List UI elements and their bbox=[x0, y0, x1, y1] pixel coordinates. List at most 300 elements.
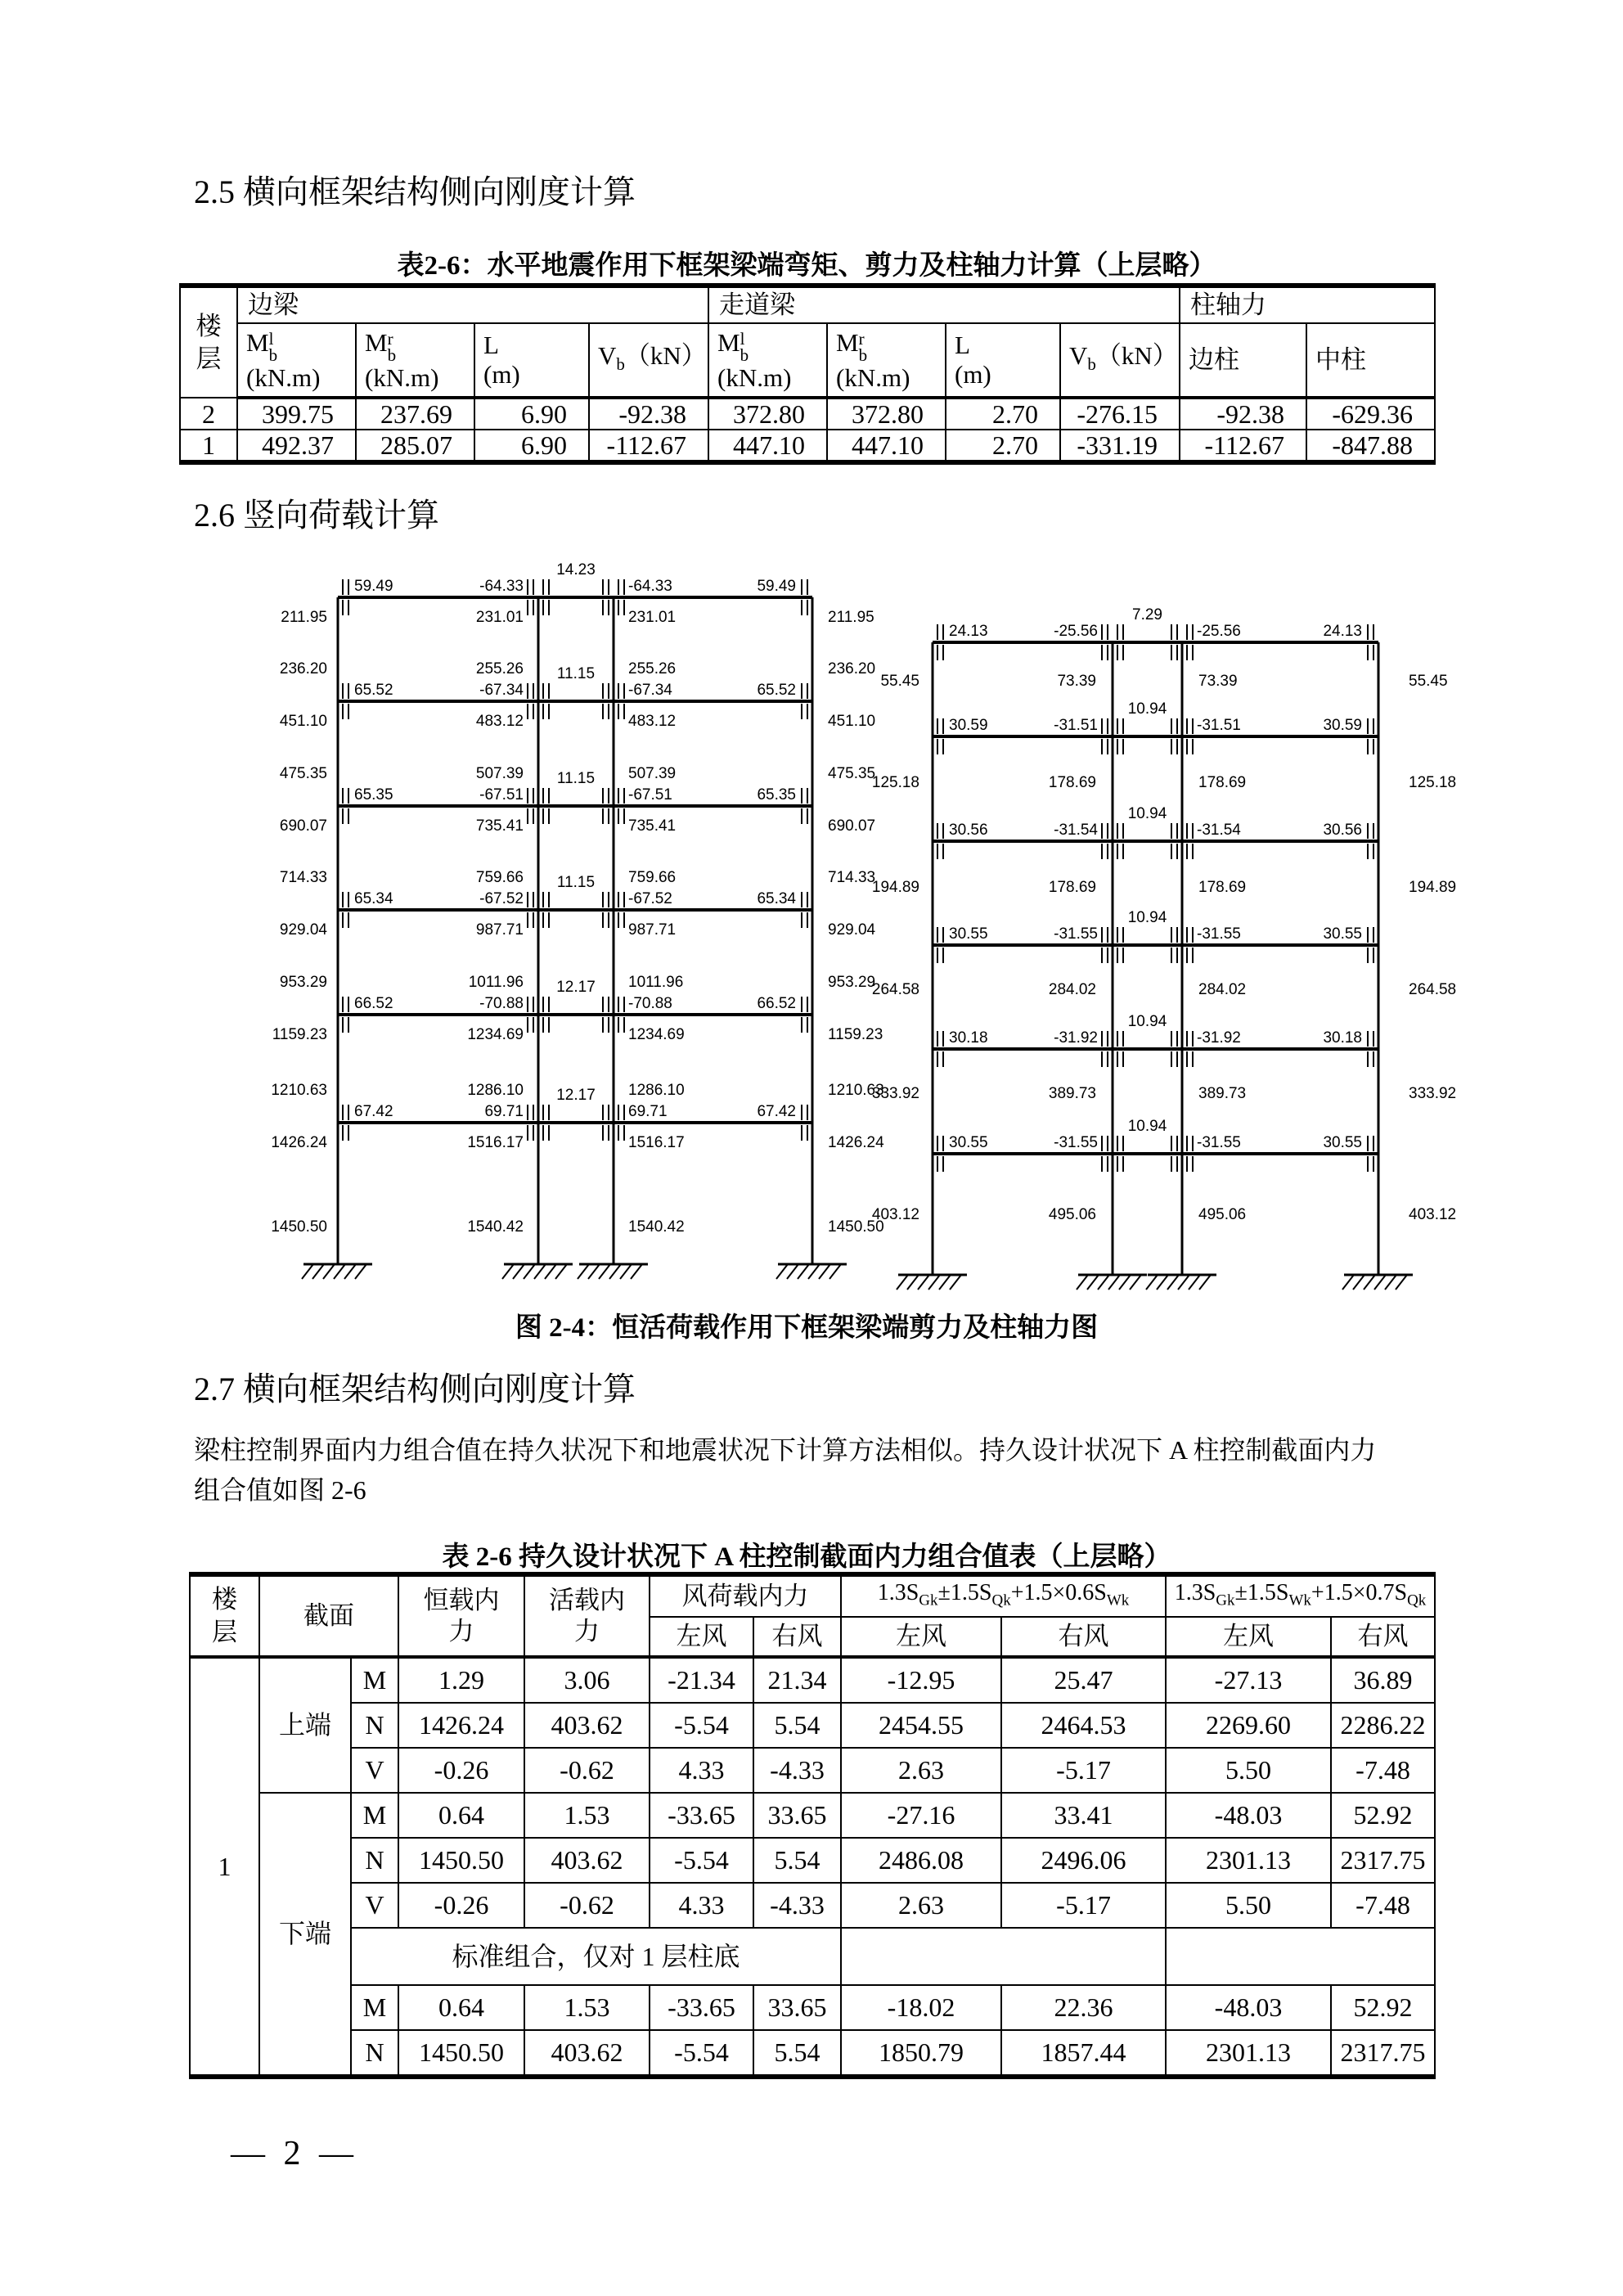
figure-label: 953.29 bbox=[279, 974, 327, 991]
body-paragraph: 梁柱控制界面内力组合值在持久状况下和地震状况下计算方法相似。持久设计状况下 A 柱控制截面内力组合值如图 2-6 bbox=[194, 1435, 1377, 1505]
figure-label: 1234.69 bbox=[467, 1026, 524, 1043]
figure-label: 236.20 bbox=[279, 660, 327, 678]
figure-label: -31.55 bbox=[1054, 1134, 1098, 1151]
table-cell: -0.62 bbox=[524, 1883, 650, 1928]
live-load-header: 活载内力 bbox=[524, 1574, 650, 1657]
ground-hatch bbox=[950, 1275, 961, 1290]
figure-label: 1540.42 bbox=[467, 1218, 524, 1236]
table-cell: -12.95 bbox=[841, 1657, 1001, 1703]
figure-label: 65.52 bbox=[354, 682, 393, 699]
table-cell: 2286.22 bbox=[1331, 1703, 1435, 1748]
table-cell: -112.67 bbox=[589, 430, 708, 462]
table-cell: 492.37 bbox=[237, 430, 356, 462]
table-cell: N bbox=[351, 1838, 398, 1883]
figure-label: 10.94 bbox=[1127, 909, 1167, 926]
figure-label: 1159.23 bbox=[828, 1026, 883, 1043]
figure-label: 987.71 bbox=[628, 921, 677, 939]
section-2-7-heading: 2.7 横向框架结构侧向刚度计算 bbox=[194, 1371, 636, 1407]
left-wind-header: 左风 bbox=[650, 1617, 753, 1657]
table-cell: -0.26 bbox=[398, 1883, 524, 1928]
ground-hatch bbox=[1364, 1275, 1375, 1290]
figure-label: 953.29 bbox=[828, 974, 876, 991]
ground-hatch bbox=[1087, 1275, 1099, 1290]
figure-caption: 图 2-4：恒活荷载作用下框架梁端剪力及柱轴力图 bbox=[515, 1313, 1099, 1343]
shear-header: $V_b(kN)$ bbox=[589, 323, 708, 398]
table-cell: N bbox=[351, 2030, 398, 2077]
figure-label: 264.58 bbox=[871, 981, 919, 998]
table-cell: 237.69 bbox=[356, 398, 474, 430]
figure-label: 759.66 bbox=[475, 869, 524, 886]
table-cell: -92.38 bbox=[589, 398, 708, 430]
table-cell: 2.70 bbox=[946, 398, 1060, 430]
ground-hatch bbox=[555, 1264, 567, 1279]
figure-label: -31.92 bbox=[1197, 1029, 1241, 1047]
table-cell: 2.70 bbox=[946, 430, 1060, 462]
table-cell: 2317.75 bbox=[1331, 2030, 1435, 2077]
seismic-forces-table bbox=[179, 283, 1436, 465]
right-wind-header: 右风 bbox=[1331, 1617, 1435, 1657]
table-row bbox=[180, 430, 1435, 462]
ground-hatch bbox=[524, 1264, 535, 1279]
figure-label: -67.51 bbox=[479, 786, 524, 804]
ground-hatch bbox=[513, 1264, 524, 1279]
table-cell: -4.33 bbox=[753, 1883, 841, 1928]
table-cell: -18.02 bbox=[841, 1985, 1001, 2030]
ground-hatch bbox=[1374, 1275, 1386, 1290]
figure-label: -67.51 bbox=[628, 786, 672, 804]
empty-cell bbox=[1166, 1928, 1435, 1985]
figure-label: 24.13 bbox=[1323, 623, 1362, 640]
figure-label: -67.52 bbox=[628, 890, 672, 907]
figure-label: 11.15 bbox=[556, 665, 596, 682]
table-row bbox=[180, 323, 1435, 398]
ground-hatch bbox=[1146, 1275, 1158, 1290]
table-cell: 5.50 bbox=[1166, 1883, 1331, 1928]
figure-label: 30.55 bbox=[949, 925, 988, 943]
figure-label: 333.92 bbox=[871, 1085, 919, 1102]
load-combination-table bbox=[189, 1572, 1436, 2079]
ground-hatch bbox=[1098, 1275, 1109, 1290]
figure-label: 231.01 bbox=[475, 609, 524, 626]
moment-left-header: M l b (kN.m) bbox=[708, 323, 827, 398]
figure-label: 690.07 bbox=[279, 817, 327, 835]
table-cell: 33.41 bbox=[1001, 1793, 1166, 1838]
table-row bbox=[180, 286, 1435, 323]
figure-label: 1286.10 bbox=[467, 1082, 524, 1099]
figure-label: 30.18 bbox=[949, 1029, 988, 1047]
table-cell: -7.48 bbox=[1331, 1748, 1435, 1793]
shear-header: $V_b(kN)$ bbox=[1060, 323, 1180, 398]
table-cell: -27.16 bbox=[841, 1793, 1001, 1838]
figure-label: 483.12 bbox=[628, 713, 677, 730]
table-cell: 33.65 bbox=[753, 1793, 841, 1838]
table-cell: 0.64 bbox=[398, 1793, 524, 1838]
figure-label: 403.12 bbox=[871, 1206, 919, 1223]
figure-label: 67.42 bbox=[757, 1103, 796, 1120]
figure-label: 1450.50 bbox=[271, 1218, 327, 1236]
table-cell: 2 bbox=[180, 398, 237, 430]
span-length-header: L (m) bbox=[474, 323, 589, 398]
section-bottom-label: 下端 bbox=[259, 1793, 351, 2077]
figure-label: 735.41 bbox=[628, 817, 677, 835]
figure-label: 194.89 bbox=[871, 879, 919, 896]
figure-label: 333.92 bbox=[1409, 1085, 1457, 1102]
table-row bbox=[190, 1928, 1435, 1985]
ground-hatch bbox=[1178, 1275, 1189, 1290]
figure-label: 67.42 bbox=[354, 1103, 393, 1120]
middle-column-header: 中柱 bbox=[1306, 323, 1435, 398]
table-cell: 5.54 bbox=[753, 2030, 841, 2077]
figure-label: -31.51 bbox=[1197, 717, 1241, 734]
combo1-header: $1.3S_{Gk}\pm 1.5S_{Qk}+1.5\times 0.6S_{Wk}$ bbox=[841, 1574, 1166, 1617]
table-cell: 33.65 bbox=[753, 1985, 841, 2030]
figure-label: 1450.50 bbox=[828, 1218, 884, 1236]
figure-label: 178.69 bbox=[1048, 879, 1096, 896]
table-cell: 2301.13 bbox=[1166, 1838, 1331, 1883]
table-cell: -5.54 bbox=[650, 2030, 753, 2077]
figure-label: 451.10 bbox=[279, 713, 327, 730]
frame-force-diagram bbox=[182, 560, 1490, 1301]
figure-label: -31.51 bbox=[1054, 717, 1098, 734]
figure-label: 66.52 bbox=[757, 995, 796, 1012]
figure-label: -31.54 bbox=[1197, 822, 1241, 839]
table-cell: 2301.13 bbox=[1166, 2030, 1331, 2077]
table-cell: 399.75 bbox=[237, 398, 356, 430]
table-cell: 1450.50 bbox=[398, 1838, 524, 1883]
section-2-6-heading: 2.6 竖向荷载计算 bbox=[194, 497, 439, 533]
table-row bbox=[180, 398, 1435, 430]
table-cell: 25.47 bbox=[1001, 1657, 1166, 1703]
table-cell: -92.38 bbox=[1180, 398, 1306, 430]
table-cell: 21.34 bbox=[753, 1657, 841, 1703]
ground-hatch bbox=[819, 1264, 830, 1279]
table-cell: 2.63 bbox=[841, 1748, 1001, 1793]
ground-hatch bbox=[355, 1264, 366, 1279]
empty-cell bbox=[841, 1928, 1166, 1985]
ground-hatch bbox=[534, 1264, 546, 1279]
figure-label: 59.49 bbox=[757, 578, 796, 595]
figure-label: 451.10 bbox=[828, 713, 876, 730]
column-axial-header: 柱轴力 bbox=[1180, 286, 1435, 323]
ground-hatch bbox=[302, 1264, 313, 1279]
figure-label: 73.39 bbox=[1198, 673, 1238, 690]
table-cell: -33.65 bbox=[650, 1985, 753, 2030]
figure-label: 735.41 bbox=[475, 817, 524, 835]
figure-label: 65.35 bbox=[354, 786, 393, 804]
figure-label: -70.88 bbox=[479, 995, 524, 1012]
section-2-5-heading: 2.5 横向框架结构侧向刚度计算 bbox=[194, 173, 636, 210]
table-row bbox=[190, 2030, 1435, 2077]
figure-label: 483.12 bbox=[475, 713, 524, 730]
table2-caption: 表 2-6 持久设计状况下 A 柱控制截面内力组合值表（上层略） bbox=[442, 1542, 1171, 1572]
table-row bbox=[190, 1748, 1435, 1793]
figure-label: 236.20 bbox=[828, 660, 876, 678]
table-cell: 2496.06 bbox=[1001, 1838, 1166, 1883]
table-cell: -0.26 bbox=[398, 1748, 524, 1793]
figure-label: 12.17 bbox=[556, 1087, 596, 1104]
table-cell: 1.53 bbox=[524, 1793, 650, 1838]
figure-label: 1234.69 bbox=[628, 1026, 685, 1043]
wind-load-header: 风荷载内力 bbox=[650, 1574, 841, 1617]
table-cell: -629.36 bbox=[1306, 398, 1435, 430]
table-cell: 0.64 bbox=[398, 1985, 524, 2030]
moment-left-header: M l b (kN.m) bbox=[237, 323, 356, 398]
floor-value: 1 bbox=[190, 1657, 259, 2077]
table-cell: -21.34 bbox=[650, 1657, 753, 1703]
table-cell: 1426.24 bbox=[398, 1703, 524, 1748]
table-cell: -48.03 bbox=[1166, 1793, 1331, 1838]
table-cell: 6.90 bbox=[474, 398, 589, 430]
ground-hatch bbox=[1353, 1275, 1364, 1290]
ground-hatch bbox=[578, 1264, 589, 1279]
table-cell: M bbox=[351, 1985, 398, 2030]
figure-label: 403.12 bbox=[1409, 1206, 1457, 1223]
figure-label: 7.29 bbox=[1132, 606, 1162, 624]
moment-right-header: M r b (kN.m) bbox=[827, 323, 946, 398]
ground-hatch bbox=[631, 1264, 642, 1279]
figure-label: 30.55 bbox=[1323, 925, 1362, 943]
ground-hatch bbox=[798, 1264, 809, 1279]
ground-hatch bbox=[545, 1264, 556, 1279]
figure-label: 1426.24 bbox=[828, 1134, 884, 1151]
ground-hatch bbox=[323, 1264, 335, 1279]
figure-label: -31.55 bbox=[1197, 1134, 1241, 1151]
figure-label: 11.15 bbox=[556, 770, 596, 787]
figure-label: 125.18 bbox=[871, 774, 919, 791]
table-cell: -847.88 bbox=[1306, 430, 1435, 462]
table-row bbox=[190, 1657, 1435, 1703]
table-cell: 4.33 bbox=[650, 1748, 753, 1793]
figure-label: 231.01 bbox=[628, 609, 677, 626]
figure-label: 65.34 bbox=[354, 890, 393, 907]
figure-label: 507.39 bbox=[475, 765, 524, 782]
floor-header: 楼层 bbox=[190, 1574, 259, 1657]
combo2-header: $1.3S_{Gk}\pm 1.5S_{Wk}+1.5\times 0.7S_{Qk}$ bbox=[1166, 1574, 1435, 1617]
figure-label: 30.56 bbox=[1323, 822, 1362, 839]
figure-label: 10.94 bbox=[1127, 1013, 1167, 1030]
table-row bbox=[190, 1703, 1435, 1748]
ground-hatch bbox=[897, 1275, 908, 1290]
figure-label: 690.07 bbox=[828, 817, 876, 835]
figure-label: 1011.96 bbox=[468, 974, 524, 991]
ground-hatch bbox=[609, 1264, 621, 1279]
ground-hatch bbox=[588, 1264, 600, 1279]
table-cell: 2269.60 bbox=[1166, 1703, 1331, 1748]
table-cell: 2454.55 bbox=[841, 1703, 1001, 1748]
figure-label: -67.52 bbox=[479, 890, 524, 907]
table-row bbox=[190, 1793, 1435, 1838]
ground-hatch bbox=[1119, 1275, 1131, 1290]
figure-label: 255.26 bbox=[475, 660, 524, 678]
ground-hatch bbox=[1189, 1275, 1200, 1290]
figure-label: 1516.17 bbox=[467, 1134, 524, 1151]
span-length-header: L (m) bbox=[946, 323, 1060, 398]
figure-label: 284.02 bbox=[1198, 981, 1247, 998]
table-row bbox=[190, 1985, 1435, 2030]
figure-label: 264.58 bbox=[1409, 981, 1457, 998]
figure-label: 1159.23 bbox=[272, 1026, 327, 1043]
table-cell: -5.17 bbox=[1001, 1883, 1166, 1928]
table-cell: 1450.50 bbox=[398, 2030, 524, 2077]
table-cell: 1 bbox=[180, 430, 237, 462]
table-cell: -5.54 bbox=[650, 1703, 753, 1748]
figure-label: 929.04 bbox=[279, 921, 327, 939]
table-cell: N bbox=[351, 1703, 398, 1748]
table-cell: -276.15 bbox=[1060, 398, 1180, 430]
figure-label: -64.33 bbox=[479, 578, 524, 595]
figure-label: 929.04 bbox=[828, 921, 876, 939]
figure-label: -31.55 bbox=[1054, 925, 1098, 943]
table-cell: 1850.79 bbox=[841, 2030, 1001, 2077]
table-cell: 6.90 bbox=[474, 430, 589, 462]
table-cell: 2.63 bbox=[841, 1883, 1001, 1928]
edge-column-header: 边柱 bbox=[1180, 323, 1306, 398]
right-wind-header: 右风 bbox=[1001, 1617, 1166, 1657]
section-header: 截面 bbox=[259, 1574, 398, 1657]
figure-label: -25.56 bbox=[1054, 623, 1098, 640]
figure-label: 30.55 bbox=[1323, 1134, 1362, 1151]
table-cell: 4.33 bbox=[650, 1883, 753, 1928]
ground-hatch bbox=[907, 1275, 919, 1290]
figure-label: 11.15 bbox=[556, 874, 596, 891]
figure-label: -64.33 bbox=[628, 578, 672, 595]
figure-label: 125.18 bbox=[1409, 774, 1457, 791]
table-cell: 285.07 bbox=[356, 430, 474, 462]
floor-header: 楼层 bbox=[180, 286, 237, 398]
figure-label: 211.95 bbox=[828, 609, 874, 626]
figure-label: 211.95 bbox=[281, 609, 327, 626]
figure-label: -31.55 bbox=[1197, 925, 1241, 943]
ground-hatch bbox=[1342, 1275, 1354, 1290]
figure-label: 55.45 bbox=[1409, 673, 1448, 690]
ground-hatch bbox=[334, 1264, 345, 1279]
figure-label: -67.34 bbox=[479, 682, 524, 699]
figure-label: 1210.63 bbox=[828, 1082, 884, 1099]
figure-label: 1011.96 bbox=[628, 974, 684, 991]
table-cell: 36.89 bbox=[1331, 1657, 1435, 1703]
page-number: — 2 — bbox=[231, 2135, 358, 2172]
ground-hatch bbox=[1396, 1275, 1407, 1290]
figure-label: 178.69 bbox=[1048, 774, 1096, 791]
table-cell: 2464.53 bbox=[1001, 1703, 1166, 1748]
figure-label: 714.33 bbox=[279, 869, 327, 886]
table-cell: -5.17 bbox=[1001, 1748, 1166, 1793]
table-cell: 22.36 bbox=[1001, 1985, 1166, 2030]
figure-label: 65.52 bbox=[757, 682, 796, 699]
moment-right-header: M r b (kN.m) bbox=[356, 323, 474, 398]
figure-label: 30.56 bbox=[949, 822, 988, 839]
figure-label: 73.39 bbox=[1057, 673, 1096, 690]
figure-label: 255.26 bbox=[628, 660, 677, 678]
ground-hatch bbox=[808, 1264, 820, 1279]
figure-label: 55.45 bbox=[880, 673, 919, 690]
section-top-label: 上端 bbox=[259, 1657, 351, 1793]
figure-label: 1540.42 bbox=[628, 1218, 685, 1236]
right-wind-header: 右风 bbox=[753, 1617, 841, 1657]
ground-hatch bbox=[1130, 1275, 1141, 1290]
figure-label: 495.06 bbox=[1198, 1206, 1247, 1223]
ground-hatch bbox=[918, 1275, 929, 1290]
table-cell: 2486.08 bbox=[841, 1838, 1001, 1883]
figure-label: -70.88 bbox=[628, 995, 672, 1012]
ground-hatch bbox=[1077, 1275, 1088, 1290]
figure-label: 284.02 bbox=[1048, 981, 1096, 998]
table1-caption: 表2-6：水平地震作用下框架梁端弯矩、剪力及柱轴力计算（上层略） bbox=[397, 251, 1216, 281]
figure-label: 30.18 bbox=[1323, 1029, 1362, 1047]
table-cell: M bbox=[351, 1657, 398, 1703]
table-cell: -331.19 bbox=[1060, 430, 1180, 462]
corridor-beam-header: 走道梁 bbox=[708, 286, 1180, 323]
table-cell: V bbox=[351, 1748, 398, 1793]
figure-label: 987.71 bbox=[475, 921, 524, 939]
left-wind-header: 左风 bbox=[1166, 1617, 1331, 1657]
figure-label: 10.94 bbox=[1127, 805, 1167, 822]
figure-label: 59.49 bbox=[354, 578, 393, 595]
table-cell: -27.13 bbox=[1166, 1657, 1331, 1703]
table-cell: V bbox=[351, 1883, 398, 1928]
figure-label: 759.66 bbox=[628, 869, 677, 886]
table-cell: 2317.75 bbox=[1331, 1838, 1435, 1883]
table-cell: 1.53 bbox=[524, 1985, 650, 2030]
figure-label: 194.89 bbox=[1409, 879, 1457, 896]
ground-hatch bbox=[1385, 1275, 1396, 1290]
table-cell: -5.54 bbox=[650, 1838, 753, 1883]
figure-label: 1286.10 bbox=[628, 1082, 685, 1099]
table-cell: 403.62 bbox=[524, 2030, 650, 2077]
figure-label: 475.35 bbox=[279, 765, 327, 782]
figure-label: -25.56 bbox=[1197, 623, 1241, 640]
table-row bbox=[190, 1574, 1435, 1617]
figure-label: 475.35 bbox=[828, 765, 876, 782]
dead-load-header: 恒载内力 bbox=[398, 1574, 524, 1657]
figure-label: 1516.17 bbox=[628, 1134, 685, 1151]
figure-label: 178.69 bbox=[1198, 879, 1247, 896]
table-cell: -0.62 bbox=[524, 1748, 650, 1793]
figure-label: 10.94 bbox=[1127, 700, 1167, 718]
ground-hatch bbox=[502, 1264, 514, 1279]
figure-label: 495.06 bbox=[1048, 1206, 1096, 1223]
figure-label: -31.92 bbox=[1054, 1029, 1098, 1047]
figure-label: 30.59 bbox=[949, 717, 988, 734]
table-cell: 52.92 bbox=[1331, 1985, 1435, 2030]
figure-label: 389.73 bbox=[1198, 1085, 1247, 1102]
table-cell: 403.62 bbox=[524, 1838, 650, 1883]
note-cell: 标准组合，仅对 1 层柱底 bbox=[351, 1928, 841, 1985]
figure-label: 1210.63 bbox=[271, 1082, 327, 1099]
figure-label: 24.13 bbox=[949, 623, 988, 640]
table-cell: 1857.44 bbox=[1001, 2030, 1166, 2077]
table-cell: -4.33 bbox=[753, 1748, 841, 1793]
ground-hatch bbox=[599, 1264, 610, 1279]
table-cell: 447.10 bbox=[708, 430, 827, 462]
table-cell: 52.92 bbox=[1331, 1793, 1435, 1838]
table-row bbox=[190, 1883, 1435, 1928]
table-cell: -33.65 bbox=[650, 1793, 753, 1838]
table-cell: 5.50 bbox=[1166, 1748, 1331, 1793]
figure-label: 10.94 bbox=[1127, 1118, 1167, 1135]
table-cell: 5.54 bbox=[753, 1703, 841, 1748]
figure-label: 1426.24 bbox=[271, 1134, 327, 1151]
table-cell: M bbox=[351, 1793, 398, 1838]
figure-label: 178.69 bbox=[1198, 774, 1247, 791]
figure-label: 69.71 bbox=[484, 1103, 524, 1120]
figure-label: 69.71 bbox=[628, 1103, 668, 1120]
ground-hatch bbox=[344, 1264, 356, 1279]
table-cell: 447.10 bbox=[827, 430, 946, 462]
figure-label: 30.55 bbox=[949, 1134, 988, 1151]
table-cell: 3.06 bbox=[524, 1657, 650, 1703]
figure-label: 389.73 bbox=[1048, 1085, 1096, 1102]
